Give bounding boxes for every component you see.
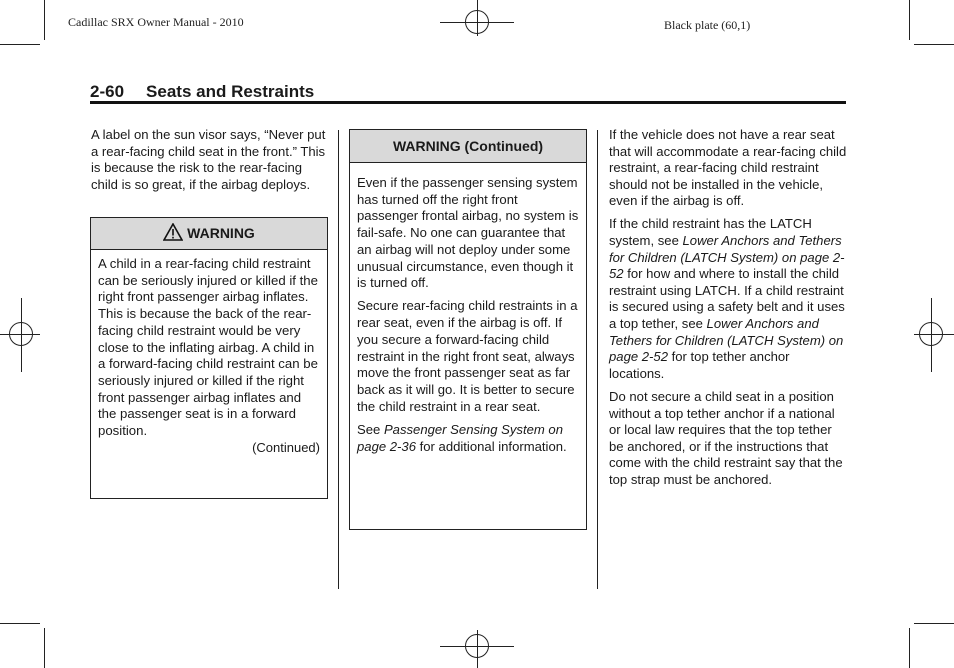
plate-label: Black plate (60,1) <box>664 18 751 32</box>
heading-rule <box>90 101 846 104</box>
paragraph-3: Do not secure a child seat in a position without a top tether anchor if a national or local law requires that the top tether be anchored, or if the instructions that come with the child restraint say that the top strap must be anchored. <box>609 388 843 487</box>
warning-continued-box <box>349 129 587 530</box>
intro-paragraph: A label on the sun visor says, “Never put a rear-facing child seat in the front.” This is because the risk to the rear-facing child is so great, if the airbag deploys. <box>91 127 326 192</box>
column-divider <box>338 130 339 589</box>
crop-mark <box>909 628 910 668</box>
continued-label: (Continued) <box>252 439 320 455</box>
warning-header <box>91 218 327 250</box>
paragraph-1: If the vehicle does not have a rear seat that will accommodate a rear-facing child restraint, a rear-facing child restraint should not be installed in the vehicle, even if the airbag is off. <box>609 127 847 209</box>
crop-mark <box>44 628 45 668</box>
warning-text: A child in a rear-facing child restraint can be seriously injured or killed if the right front passenger airbag inflates. This is because the back of the rear-facing child restraint would be very close to the inflating airbag. A child in a forward-facing child restraint can be seriously injured or killed if the right front passenger airbag inflates and the passenger seat is in a forward position. <box>98 256 318 439</box>
cross-reference-link: Passenger Sensing System on page 2-36 <box>357 421 563 454</box>
crop-mark <box>914 623 954 624</box>
crop-mark <box>0 44 40 45</box>
section-heading <box>90 82 314 102</box>
section-title: Seats and Restraints <box>146 82 315 101</box>
warning-triangle-icon <box>163 221 183 252</box>
manual-title: Cadillac SRX Owner Manual - 2010 <box>68 15 244 29</box>
cross-reference-link: Lower Anchors and Tethers for Children (LATCH System) on page 2-52 <box>609 316 844 365</box>
warning-continued-header: WARNING (Continued) <box>350 130 586 163</box>
crop-mark <box>0 623 40 624</box>
crop-mark <box>914 44 954 45</box>
crop-mark <box>44 0 45 40</box>
crop-mark <box>909 0 910 40</box>
page-number: 2-60 <box>90 82 125 101</box>
column-1 <box>91 127 331 200</box>
paragraph-2: If the child restraint has the LATCH system, see Lower Anchors and Tethers for Children (LATCH System) on page 2-52 for how and where to install the child restraint using LATCH. If a child restraint is secured using a safety belt and it uses a top tether, see Lower Anchors and Tethers for Children (LATCH System) on page 2-52 for top tether anchor locations. <box>609 216 845 381</box>
warning-label: WARNING <box>187 225 255 241</box>
column-divider <box>597 130 598 589</box>
warning-paragraph-1: Even if the passenger sensing system has turned off the right front passenger frontal airbag, no system is fail-safe. No one can guarantee that an airbag will not deploy under some unusual circumstance, even though it is turned off. <box>357 175 579 291</box>
column-3 <box>609 127 847 495</box>
warning-paragraph-3: See Passenger Sensing System on page 2-36 for additional information. <box>357 421 567 454</box>
warning-paragraph-2: Secure rear-facing child restraints in a rear seat, even if the airbag is off. If you secure a forward-facing child restraint in the right front seat, always move the front passenger seat as far back as it will go. It is better to secure the child restraint in a rear seat. <box>357 298 578 414</box>
warning-box <box>90 217 328 499</box>
cross-reference-link: Lower Anchors and Tethers for Children (LATCH System) on page 2-52 <box>609 233 845 282</box>
